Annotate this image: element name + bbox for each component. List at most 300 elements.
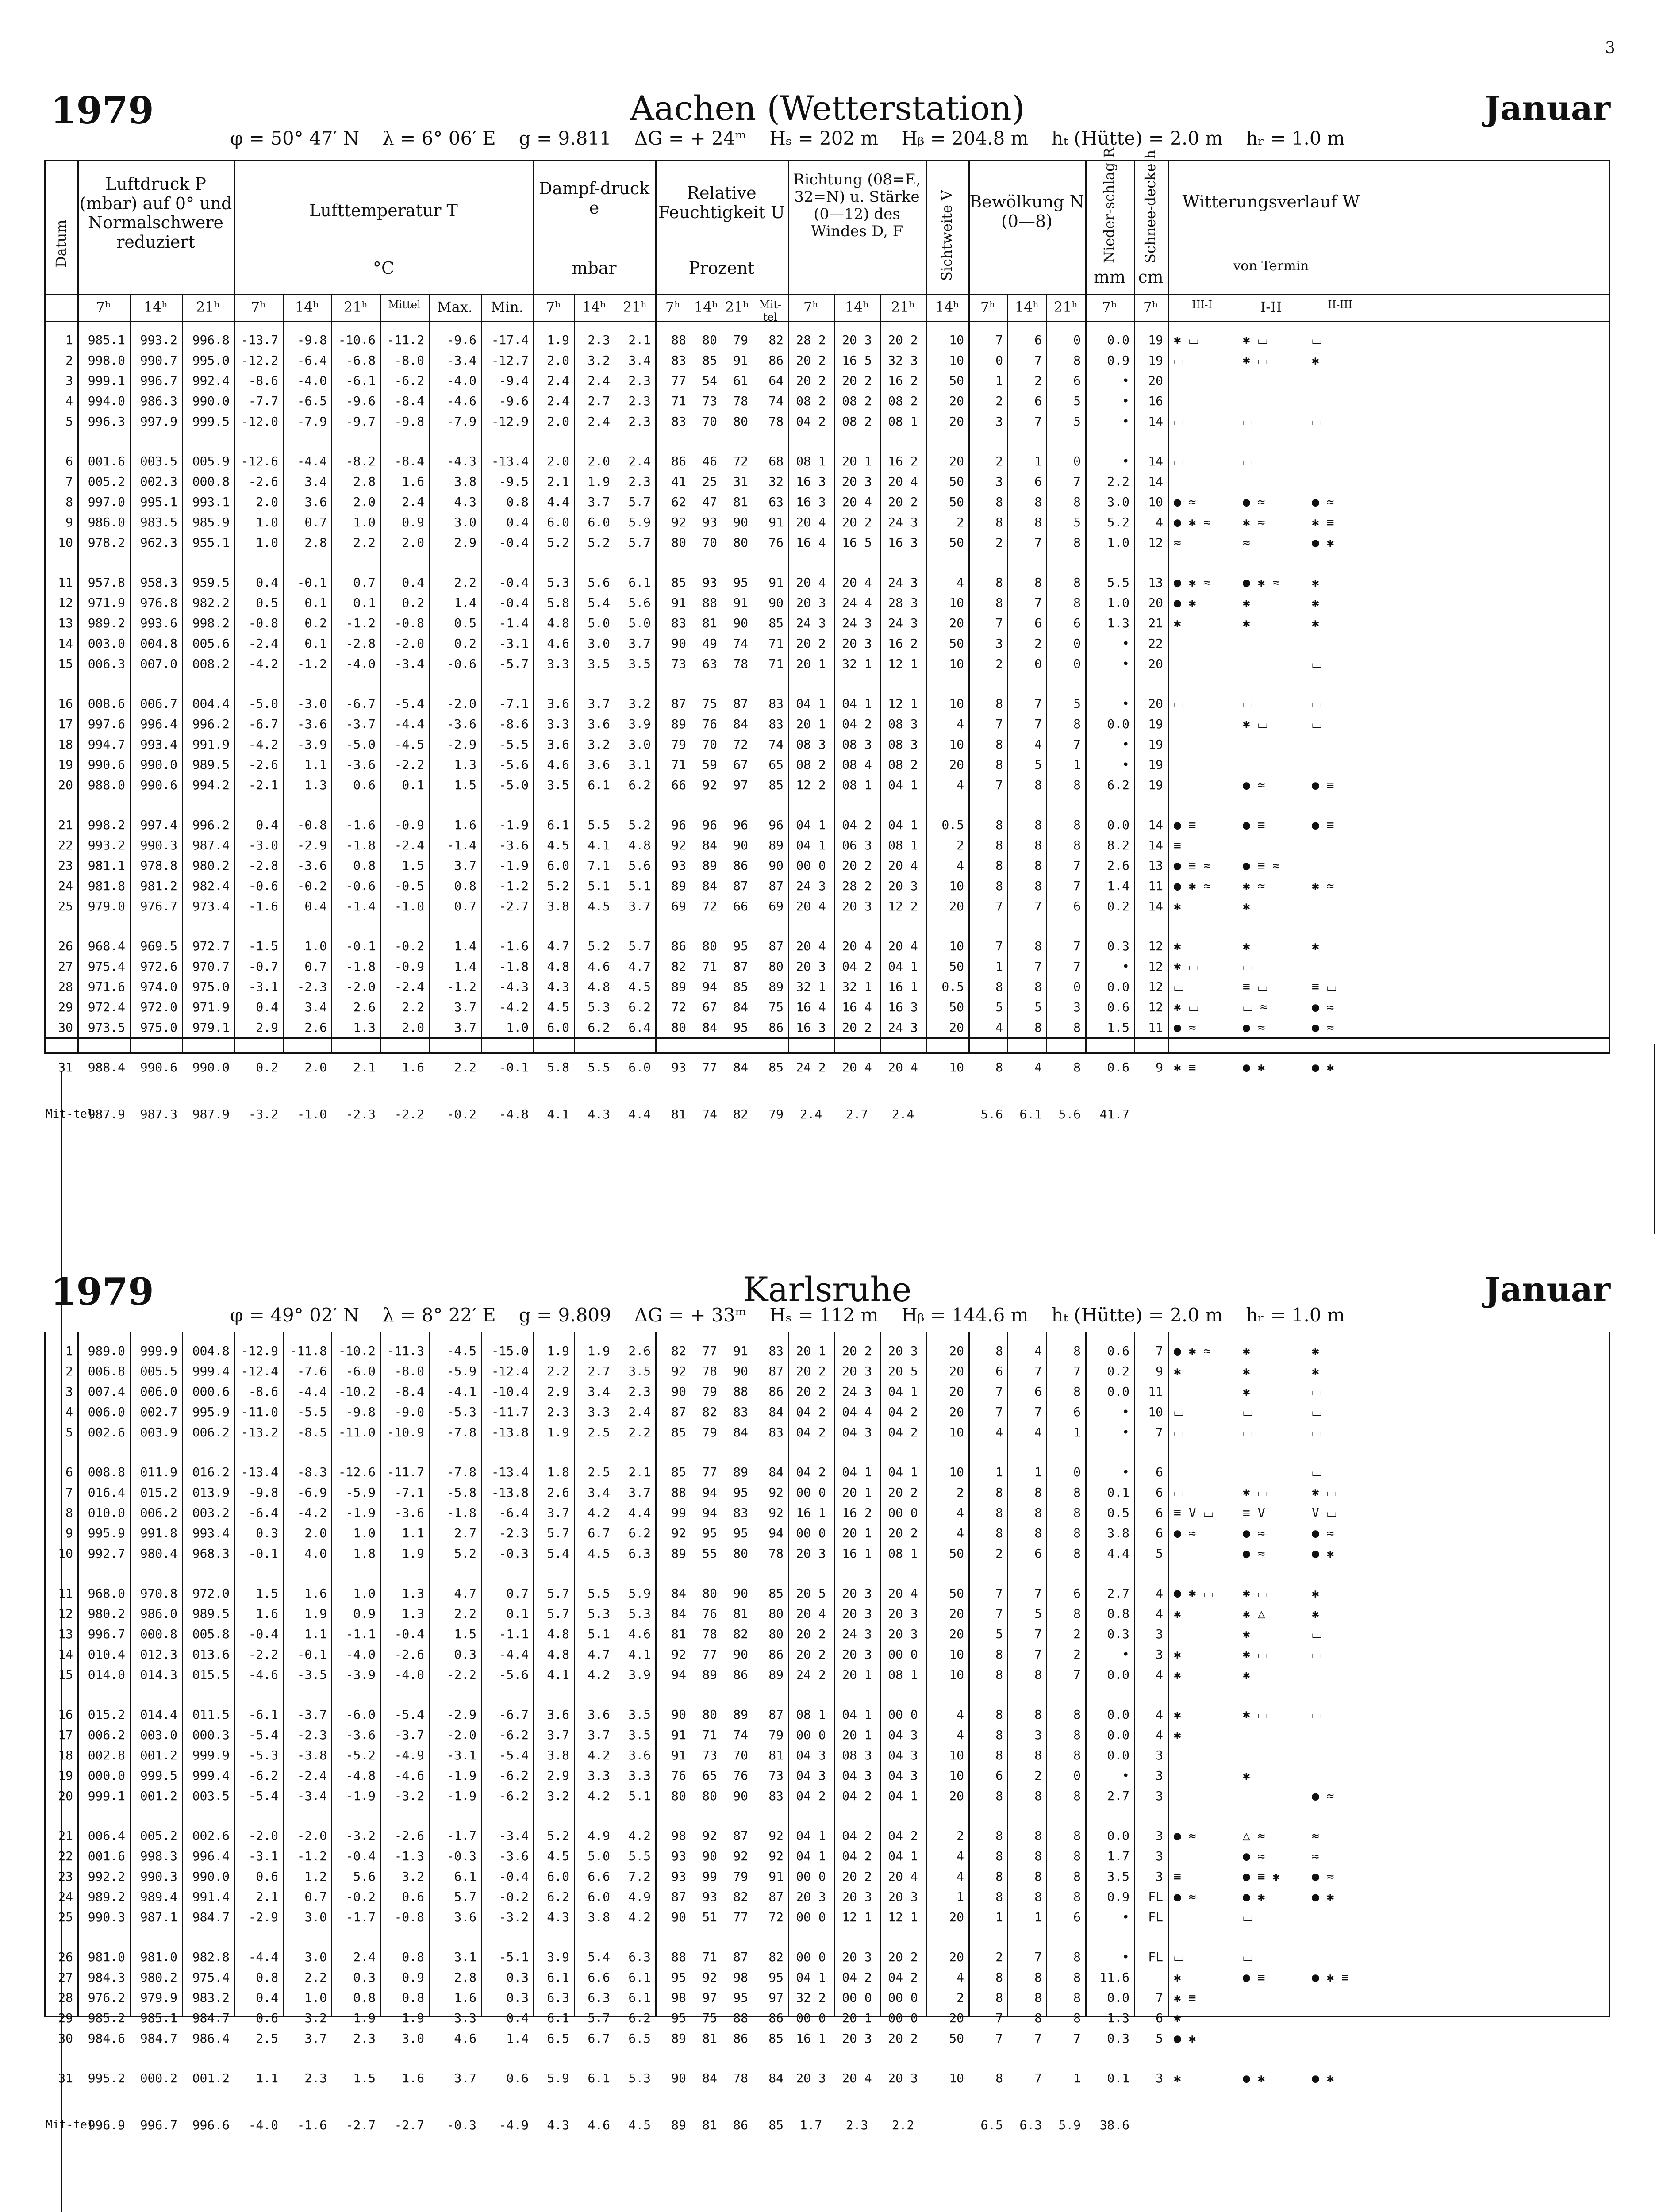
table-cell: ● ≈ bbox=[1243, 1525, 1265, 1540]
table-cell: 29 bbox=[58, 2010, 73, 2025]
table-cell: 20 bbox=[949, 615, 964, 630]
table-cell: ≡ V bbox=[1243, 1505, 1265, 1520]
table-cell: 1.6 bbox=[256, 1606, 278, 1621]
table-cell: -3.6 bbox=[297, 716, 327, 731]
table-cell: 20 4 bbox=[842, 575, 872, 590]
table-cell: 20 4 bbox=[888, 938, 918, 953]
table-cell: V ⌴ bbox=[1312, 1505, 1337, 1520]
table-cell: 4 bbox=[1156, 515, 1163, 530]
table-cell: 998.2 bbox=[88, 817, 125, 832]
table-cell: 006.2 bbox=[192, 1425, 230, 1440]
table-cell: ⌴ bbox=[1243, 1404, 1253, 1419]
table-cell: 20 bbox=[949, 1626, 964, 1641]
table-cell: 8 bbox=[995, 1343, 1003, 1358]
mittel-cell: Mit-tel bbox=[46, 1107, 94, 1121]
subheader-cell: 14ʰ bbox=[582, 299, 607, 315]
table-cell: 008.8 bbox=[88, 1464, 125, 1479]
table-cell: 93 bbox=[702, 1889, 717, 1904]
table-cell: 76 bbox=[733, 1768, 748, 1783]
mittel-cell: 4.5 bbox=[628, 2117, 651, 2132]
table-cell: 962.3 bbox=[140, 535, 177, 550]
table-cell: 13 bbox=[1148, 575, 1163, 590]
table-cell: 16 2 bbox=[888, 636, 918, 651]
table-cell: 0.3 bbox=[256, 1525, 278, 1540]
table-cell: -2.7 bbox=[499, 899, 529, 914]
table-cell: 91 bbox=[733, 595, 748, 610]
row-gap bbox=[46, 916, 1609, 936]
table-cell: -5.5 bbox=[297, 1404, 327, 1419]
table-cell: 00 0 bbox=[888, 1990, 918, 2005]
table-cell: -3.4 bbox=[297, 1788, 327, 1803]
table-cell: -3.1 bbox=[248, 1848, 278, 1863]
table-cell: 2.6 bbox=[1107, 858, 1129, 873]
table-cell: 10 bbox=[1148, 494, 1163, 509]
table-cell: 87 bbox=[768, 1707, 784, 1722]
table-cell: 979.9 bbox=[140, 1990, 177, 2005]
table-cell: 92 bbox=[671, 1363, 686, 1379]
aachen-year: 1979 bbox=[50, 88, 154, 132]
table-cell: 0.0 bbox=[1107, 1667, 1129, 1682]
table-cell: 5 bbox=[65, 414, 73, 429]
table-cell: -3.6 bbox=[346, 1727, 376, 1742]
table-cell: 3 bbox=[1156, 1626, 1163, 1641]
table-cell: 92 bbox=[768, 1848, 784, 1863]
table-cell: 8 bbox=[1073, 535, 1081, 550]
table-cell: 7 bbox=[1034, 1404, 1042, 1419]
subheader-cell: 7ʰ bbox=[96, 299, 111, 315]
table-cell: 90 bbox=[671, 2070, 686, 2085]
table-cell: ⌴ bbox=[1174, 1404, 1184, 1419]
row-gap bbox=[46, 1037, 1609, 1057]
table-cell: 6.1 bbox=[628, 575, 651, 590]
table-cell: -13.4 bbox=[241, 1464, 278, 1479]
table-cell: -2.4 bbox=[394, 837, 424, 853]
table-cell: 20 3 bbox=[842, 1586, 872, 1601]
table-cell: -12.9 bbox=[491, 414, 529, 429]
table-cell: 5.3 bbox=[628, 1606, 651, 1621]
table-cell: -6.2 bbox=[248, 1768, 278, 1783]
table-cell: 010.0 bbox=[88, 1505, 125, 1520]
table-cell: 4 bbox=[1034, 737, 1042, 752]
table-cell: 979.1 bbox=[192, 1020, 230, 1035]
table-cell: 16 bbox=[1148, 393, 1163, 408]
table-cell: 8 bbox=[1034, 1788, 1042, 1803]
table-cell: 7 bbox=[1034, 2070, 1042, 2085]
table-cell: 2.6 bbox=[353, 999, 376, 1014]
table-cell: 983.2 bbox=[192, 1990, 230, 2005]
table-cell: 22 bbox=[58, 837, 73, 853]
table-cell: -11.0 bbox=[241, 1404, 278, 1419]
table-cell: • bbox=[1122, 1425, 1129, 1440]
table-cell: 20 bbox=[949, 393, 964, 408]
table-cell: 3.8 bbox=[547, 1747, 569, 1763]
table-cell: 8 bbox=[1034, 1889, 1042, 1904]
table-cell: 86 bbox=[733, 858, 748, 873]
mittel-cell: 41.7 bbox=[1099, 1106, 1129, 1121]
subheader-cell: 14ʰ bbox=[143, 299, 168, 315]
table-cell: 1 bbox=[1034, 1464, 1042, 1479]
table-cell: -2.9 bbox=[248, 1909, 278, 1924]
table-cell: 1.3 bbox=[304, 777, 327, 792]
table-cell: 28 3 bbox=[888, 595, 918, 610]
table-cell: 98 bbox=[671, 1990, 686, 2005]
table-cell: 0.3 bbox=[353, 1970, 376, 1985]
mittel-cell: 996.7 bbox=[140, 2117, 177, 2132]
table-cell: ≈ bbox=[1243, 535, 1250, 550]
table-cell: 1 bbox=[995, 959, 1003, 974]
mittel-cell: 996.9 bbox=[88, 2117, 125, 2132]
table-cell: 990.0 bbox=[192, 393, 230, 408]
table-cell: 90 bbox=[671, 636, 686, 651]
table-cell: 10 bbox=[949, 696, 964, 711]
table-cell: ✱ ⌴ bbox=[1243, 716, 1268, 731]
table-cell: 975.0 bbox=[192, 979, 230, 994]
table-cell: 993.4 bbox=[140, 737, 177, 752]
table-cell: 20 4 bbox=[842, 1060, 872, 1075]
table-cell: 14 bbox=[1148, 474, 1163, 489]
table-cell: 975.4 bbox=[88, 959, 125, 974]
table-cell: 71 bbox=[702, 1727, 717, 1742]
table-cell: 2.7 bbox=[588, 1363, 610, 1379]
table-cell: 8 bbox=[65, 494, 73, 509]
table-cell: 47 bbox=[702, 494, 717, 509]
table-row bbox=[46, 1402, 1609, 1422]
row-gap bbox=[46, 795, 1609, 814]
table-cell: 77 bbox=[702, 1343, 717, 1358]
table-cell: 15 bbox=[58, 1667, 73, 1682]
table-cell: 007.4 bbox=[88, 1384, 125, 1399]
table-cell: 20 4 bbox=[796, 899, 826, 914]
table-row bbox=[46, 572, 1609, 592]
table-cell: 6.1 bbox=[454, 1869, 476, 1884]
table-cell: 96 bbox=[671, 817, 686, 832]
table-cell: 8 bbox=[1073, 353, 1081, 368]
table-cell: 8 bbox=[1073, 1020, 1081, 1035]
table-cell: -0.2 bbox=[499, 1889, 529, 1904]
table-cell: 83 bbox=[768, 1425, 784, 1440]
table-cell: 90 bbox=[733, 515, 748, 530]
table-cell: 11.6 bbox=[1099, 1970, 1129, 1985]
table-cell: 2 bbox=[995, 1949, 1003, 1964]
table-row bbox=[46, 754, 1609, 775]
table-cell: 20 3 bbox=[796, 1546, 826, 1561]
table-cell: ✱ bbox=[1243, 1384, 1250, 1399]
table-cell: 980.2 bbox=[140, 1970, 177, 1985]
table-cell: -5.0 bbox=[499, 777, 529, 792]
table-cell: 992.4 bbox=[192, 373, 230, 388]
table-cell: ● ≈ bbox=[1312, 999, 1334, 1014]
table-cell: 0.5 bbox=[941, 817, 964, 832]
table-cell: 5.9 bbox=[547, 2070, 569, 2085]
table-cell: 87 bbox=[768, 1363, 784, 1379]
table-cell: 08 2 bbox=[796, 757, 826, 772]
table-cell: -15.0 bbox=[491, 1343, 529, 1358]
table-cell: 4.6 bbox=[454, 2031, 476, 2046]
table-row bbox=[46, 2008, 1609, 2028]
table-cell: ⌴ bbox=[1312, 1707, 1322, 1721]
table-cell: 99 bbox=[702, 1869, 717, 1884]
table-cell: 10 bbox=[949, 1667, 964, 1682]
table-cell: 76 bbox=[702, 1606, 717, 1621]
table-cell: -7.9 bbox=[297, 414, 327, 429]
table-cell: 3.2 bbox=[304, 2010, 327, 2025]
table-cell: -5.9 bbox=[346, 1485, 376, 1500]
table-cell: -1.9 bbox=[499, 817, 529, 832]
table-cell: 00 0 bbox=[796, 1525, 826, 1540]
table-cell: 5.7 bbox=[547, 1586, 569, 1601]
table-cell: 993.2 bbox=[88, 837, 125, 853]
table-cell: 976.2 bbox=[88, 1990, 125, 2005]
table-cell: 29 bbox=[58, 999, 73, 1014]
table-cell: 005.8 bbox=[192, 1626, 230, 1641]
table-cell: -3.2 bbox=[499, 1909, 529, 1924]
table-cell: 24 3 bbox=[842, 1626, 872, 1641]
table-cell: 90 bbox=[733, 1647, 748, 1662]
table-cell: 6.3 bbox=[547, 1990, 569, 2005]
table-cell: 83 bbox=[768, 1343, 784, 1358]
table-cell: 24 bbox=[58, 878, 73, 893]
table-cell: 0.3 bbox=[454, 1647, 476, 1662]
table-cell: 14 bbox=[58, 636, 73, 651]
table-cell: 61 bbox=[733, 373, 748, 388]
table-cell: 982.2 bbox=[192, 595, 230, 610]
table-cell: 20 2 bbox=[796, 1363, 826, 1379]
table-cell: 1 bbox=[1034, 1909, 1042, 1924]
table-cell: 6.1 bbox=[588, 2070, 610, 2085]
table-cell: ● ≈ bbox=[1312, 1869, 1334, 1884]
table-cell: 26 bbox=[58, 938, 73, 953]
table-cell: 2 bbox=[65, 1363, 73, 1379]
header-bewoelkung: Bewölkung N (0—8) bbox=[969, 192, 1084, 231]
table-cell: 0.2 bbox=[454, 636, 476, 651]
table-cell: 04 2 bbox=[888, 1970, 918, 1985]
subheader-cell: Mittel bbox=[388, 299, 421, 311]
table-cell: 66 bbox=[733, 899, 748, 914]
table-cell: 94 bbox=[702, 1485, 717, 1500]
table-cell: 7 bbox=[1034, 696, 1042, 711]
table-cell: 08 1 bbox=[842, 777, 872, 792]
table-cell: 990.0 bbox=[192, 1869, 230, 1884]
table-cell: 04 1 bbox=[888, 777, 918, 792]
aachen-title-line bbox=[44, 88, 1610, 132]
subheader-cell: Mit-tel bbox=[759, 299, 781, 323]
header-wind: Richtung (08=E, 32=N) u. Stärke (0—12) des Windes D, F bbox=[793, 171, 921, 241]
table-cell: 995.9 bbox=[192, 1404, 230, 1419]
mittel-cell: 82 bbox=[733, 1106, 748, 1121]
table-cell: 75 bbox=[702, 2010, 717, 2025]
table-cell: 4.6 bbox=[588, 959, 610, 974]
table-cell: 3.3 bbox=[628, 1768, 651, 1783]
table-cell: -2.6 bbox=[248, 474, 278, 489]
station-param: hᵣ = 1.0 m bbox=[1246, 127, 1345, 149]
table-cell: 7 bbox=[1073, 858, 1081, 873]
table-cell: ≡ ⌴ bbox=[1312, 979, 1337, 994]
table-row bbox=[46, 1967, 1609, 1987]
table-cell: 11 bbox=[58, 575, 73, 590]
table-cell: 997.6 bbox=[88, 716, 125, 731]
table-cell: ● ✱ ≈ bbox=[1174, 878, 1211, 893]
table-cell: 98 bbox=[671, 1828, 686, 1843]
table-cell: -0.1 bbox=[248, 1546, 278, 1561]
table-cell: 6 bbox=[1034, 393, 1042, 408]
table-cell: 970.7 bbox=[192, 959, 230, 974]
table-cell: 989.2 bbox=[88, 1889, 125, 1904]
table-cell: -3.8 bbox=[297, 1747, 327, 1763]
table-cell: 87 bbox=[733, 1828, 748, 1843]
table-cell: ● ✱ ≈ bbox=[1174, 515, 1211, 530]
table-cell: • bbox=[1122, 1909, 1129, 1924]
table-cell: -8.4 bbox=[394, 453, 424, 469]
table-cell: ✱ bbox=[1243, 615, 1250, 630]
table-cell: -5.8 bbox=[446, 1485, 476, 1500]
table-cell: 8 bbox=[1034, 837, 1042, 853]
table-cell: -11.0 bbox=[338, 1425, 376, 1440]
table-cell: 19 bbox=[1148, 716, 1163, 731]
table-cell: 1 bbox=[1073, 757, 1081, 772]
table-cell: 982.8 bbox=[192, 1949, 230, 1964]
table-cell: △ ≈ bbox=[1243, 1828, 1265, 1843]
table-cell: 71 bbox=[671, 757, 686, 772]
table-cell: 3.8 bbox=[1107, 1525, 1129, 1540]
table-cell: • bbox=[1122, 373, 1129, 388]
table-cell: -9.8 bbox=[297, 332, 327, 347]
table-cell: 10 bbox=[58, 535, 73, 550]
right-margin-rule bbox=[1654, 1044, 1655, 1234]
table-cell: 5.5 bbox=[588, 817, 610, 832]
table-cell: -1.3 bbox=[394, 1848, 424, 1863]
table-cell: 6 bbox=[1034, 332, 1042, 347]
table-row bbox=[46, 734, 1609, 754]
table-cell: 2.6 bbox=[304, 1020, 327, 1035]
table-cell: 8 bbox=[1034, 1505, 1042, 1520]
table-cell: 78 bbox=[733, 656, 748, 671]
table-cell: 2.0 bbox=[547, 353, 569, 368]
table-cell: 08 3 bbox=[842, 1747, 872, 1763]
table-cell: 4.8 bbox=[628, 837, 651, 853]
table-cell: -3.4 bbox=[446, 353, 476, 368]
table-cell: 4.5 bbox=[628, 979, 651, 994]
table-cell: 20 3 bbox=[888, 2070, 918, 2085]
table-cell: 79 bbox=[733, 332, 748, 347]
table-cell: 20 3 bbox=[842, 1606, 872, 1621]
table-cell: 016.4 bbox=[88, 1485, 125, 1500]
table-cell: ✱ bbox=[1312, 615, 1319, 630]
table-cell: 1.0 bbox=[1107, 535, 1129, 550]
table-cell: 3.9 bbox=[547, 1949, 569, 1964]
table-cell: 5.2 bbox=[628, 817, 651, 832]
table-cell: 987.4 bbox=[192, 837, 230, 853]
table-cell: 4.5 bbox=[588, 1546, 610, 1561]
table-cell: ⌴ bbox=[1243, 1949, 1253, 1964]
table-cell: -0.6 bbox=[248, 878, 278, 893]
table-cell: -8.0 bbox=[394, 1363, 424, 1379]
table-cell: -12.6 bbox=[338, 1464, 376, 1479]
table-cell: 2.0 bbox=[402, 535, 424, 550]
table-cell: 3 bbox=[995, 474, 1003, 489]
table-cell: -17.4 bbox=[491, 332, 529, 347]
table-cell: 4.3 bbox=[454, 494, 476, 509]
table-cell: 20 2 bbox=[796, 373, 826, 388]
table-cell: 04 3 bbox=[796, 1747, 826, 1763]
table-cell: -0.9 bbox=[394, 959, 424, 974]
table-cell: -2.9 bbox=[446, 737, 476, 752]
table-cell: 8 bbox=[1034, 979, 1042, 994]
row-gap bbox=[46, 674, 1609, 693]
table-cell: 70 bbox=[702, 414, 717, 429]
table-cell: 79 bbox=[768, 1727, 784, 1742]
table-cell: 13 bbox=[58, 1626, 73, 1641]
table-cell: 0.8 bbox=[402, 1990, 424, 2005]
table-cell: -3.0 bbox=[248, 837, 278, 853]
table-cell: 78 bbox=[733, 2070, 748, 2085]
table-cell: 83 bbox=[671, 353, 686, 368]
table-cell: 50 bbox=[949, 636, 964, 651]
table-cell: 20 2 bbox=[888, 1485, 918, 1500]
table-cell: 7 bbox=[995, 615, 1003, 630]
table-cell: ● ≡ bbox=[1243, 1970, 1265, 1985]
table-cell: 3.5 bbox=[628, 1707, 651, 1722]
table-cell: 8 bbox=[1073, 1525, 1081, 1540]
table-cell: ● ✱ bbox=[1312, 1060, 1334, 1075]
table-cell: 4.8 bbox=[547, 959, 569, 974]
table-cell: 76 bbox=[671, 1768, 686, 1783]
table-cell: 6.4 bbox=[628, 1020, 651, 1035]
table-cell: 12 bbox=[1148, 535, 1163, 550]
table-cell: 7 bbox=[1034, 716, 1042, 731]
table-cell: 6.7 bbox=[588, 2031, 610, 2046]
table-cell: -1.8 bbox=[346, 959, 376, 974]
table-cell: 00 0 bbox=[888, 1707, 918, 1722]
table-cell: -0.6 bbox=[446, 656, 476, 671]
table-cell: 0.2 bbox=[304, 615, 327, 630]
table-cell: 2 bbox=[1034, 1768, 1042, 1783]
table-cell: 31 bbox=[58, 2070, 73, 2085]
table-cell: • bbox=[1122, 959, 1129, 974]
table-cell: 8 bbox=[995, 575, 1003, 590]
table-cell: 10 bbox=[949, 1647, 964, 1662]
table-cell: 976.8 bbox=[140, 595, 177, 610]
table-cell: 1.3 bbox=[402, 1606, 424, 1621]
table-cell: 32 bbox=[768, 474, 784, 489]
table-cell: 6.2 bbox=[628, 777, 651, 792]
table-cell: 04 2 bbox=[842, 1828, 872, 1843]
table-cell: 015.2 bbox=[88, 1707, 125, 1722]
table-row bbox=[46, 876, 1609, 896]
header-dampfdruck-unit: mbar bbox=[572, 258, 617, 278]
mittel-cell: 6.3 bbox=[1019, 2117, 1042, 2132]
table-cell: 001.2 bbox=[140, 1747, 177, 1763]
table-cell: 76 bbox=[768, 535, 784, 550]
table-cell: 04 2 bbox=[888, 1828, 918, 1843]
row-rule bbox=[46, 294, 1609, 295]
table-cell: 2.2 bbox=[454, 575, 476, 590]
table-cell: 3.2 bbox=[402, 1869, 424, 1884]
table-cell: 6.2 bbox=[628, 999, 651, 1014]
table-cell: 83 bbox=[768, 1788, 784, 1803]
table-cell: 20 2 bbox=[842, 858, 872, 873]
table-cell: -6.2 bbox=[499, 1788, 529, 1803]
table-cell: -1.9 bbox=[446, 1768, 476, 1783]
table-cell: 3.7 bbox=[588, 494, 610, 509]
table-cell: 82 bbox=[702, 1404, 717, 1419]
table-cell: -7.7 bbox=[248, 393, 278, 408]
table-cell: 16 5 bbox=[842, 353, 872, 368]
table-cell: 2.3 bbox=[588, 332, 610, 347]
table-cell: ⌴ bbox=[1243, 414, 1253, 428]
table-cell: 91 bbox=[733, 353, 748, 368]
table-cell: -5.4 bbox=[248, 1788, 278, 1803]
table-cell: 8 bbox=[1073, 2010, 1081, 2025]
